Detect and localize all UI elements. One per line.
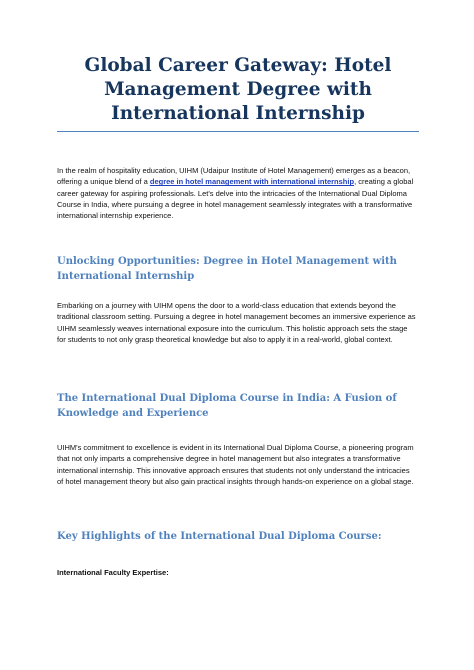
section-body-dual-diploma: UIHM's commitment to excellence is evident in its International Dual Diploma Course, a pioneering program that not only imparts a comprehensive degree in hotel management but also integrates a transformative international internship. This innovative approach ensures that students not only understand the intricacies of hotel management theory but also gain practical insights through hands-on experience on a global stage. — [57, 443, 414, 486]
page-title: Global Career Gateway: Hotel Management Degree with International Internship — [84, 55, 392, 124]
section-body-unlocking-opportunities: Embarking on a journey with UIHM opens the door to a world-class education that extends beyond the traditional classroom setting. Pursuing a degree in hotel management becomes an immersive experience as UIHM seamlessly weaves international exposure into the curriculum. This holistic approach sets the stage for students to not only grasp theoretical knowledge but also to apply it in a real-world, global context. — [57, 301, 416, 344]
intro-paragraph — [57, 165, 417, 221]
section-heading-key-highlights: Key Highlights of the International Dual Diploma Course: — [57, 531, 382, 542]
intro-text-before-link: In the realm of hospitality education, UIHM (Udaipur Institute of Hotel Management) emerges as a beacon, offering a unique blend of a — [57, 166, 411, 187]
title-divider — [57, 131, 419, 132]
section-heading-dual-diploma: The International Dual Diploma Course in India: A Fusion of Knowledge and Experience — [57, 393, 397, 419]
intro-text-after-link: , creating a global career gateway for aspiring professionals. Let's delve into the intricacies of the International Dual Diploma Course in India, where pursuing a degree in hotel management seamlessly integrates with a transformative international internship experience. — [57, 177, 414, 221]
degree-internship-link[interactable]: degree in hotel management with international internship — [149, 177, 355, 187]
subheading-international-faculty: International Faculty Expertise: — [57, 568, 169, 577]
section-heading-unlocking-opportunities: Unlocking Opportunities: Degree in Hotel Management with International Internship — [57, 256, 397, 282]
